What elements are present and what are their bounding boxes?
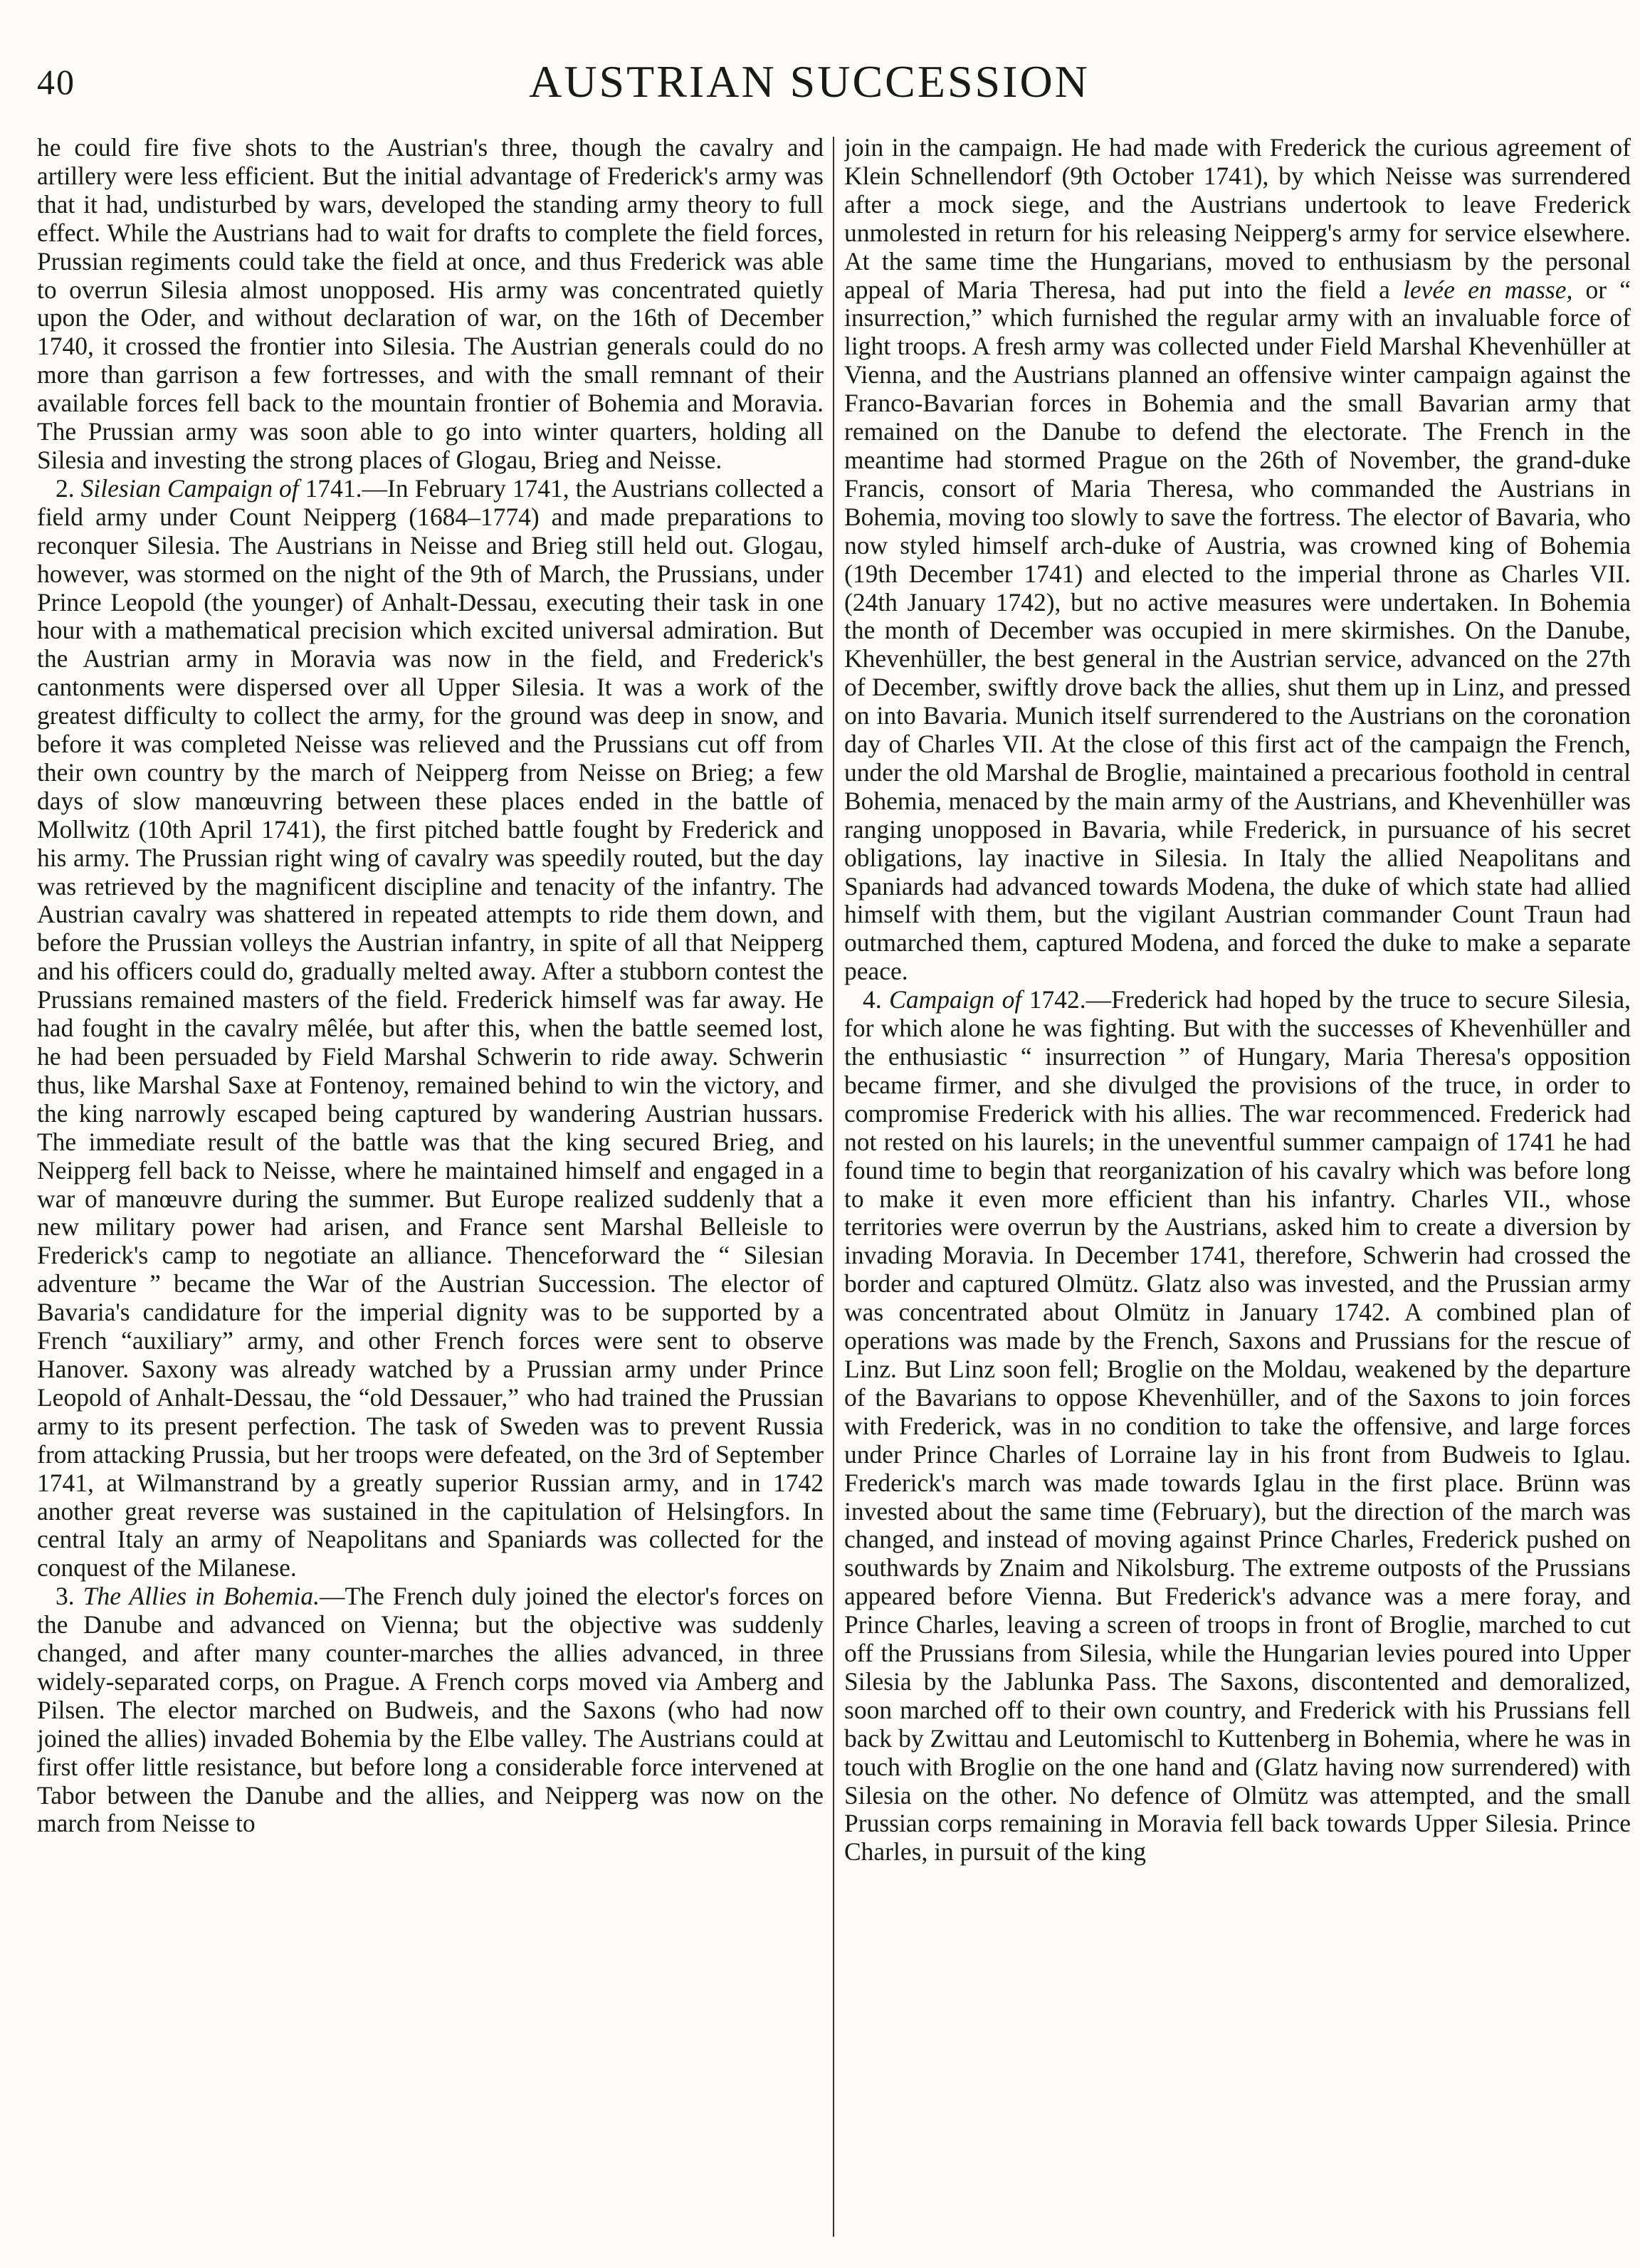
right-column [844, 134, 1631, 2252]
paragraph-continued-body-a: join in the campaign. He had made with Frederick the curious agreement of Klein Schnellendorf (9th October 1741), by which Neisse was surrendered after a mock siege, and the Austrians undertook to leave Frederick unmolested in return for his releasing Neipperg's army for service elsewhere. At the same time the Hungarians, moved to enthusiasm by the personal appeal of Maria Theresa, had put into the field a [844, 134, 1631, 304]
section-title: The Allies in Bohemia. [83, 1582, 320, 1611]
paragraph-3-body: —The French duly joined the elector's forces on the Danube and advanced on Vienna; but the objective was suddenly changed, and after many counter-marches the allies advanced, in three widely-separated corps, on Prague. A French corps moved via Amberg and Pilsen. The elector marched on Budweis, and the Saxons (who had now joined the allies) invaded Bohemia by the Elbe valley. The Austrians could at first offer little resistance, but before long a considerable force intervened at Tabor between the Danube and the allies, and Neipperg was now on the march from Neisse to [37, 1582, 824, 1838]
paragraph-1: he could fire five shots to the Austrian's three, though the cavalry and artillery were less efficient. But the initial advantage of Frederick's army was that it had, undisturbed by wars, developed the standing army theory to full effect. While the Austrians had to wait for drafts to complete the field forces, Prussian regiments could take the field at once, and thus Frederick was able to overrun Silesia almost unopposed. His army was concentrated quietly upon the Oder, and without declaration of war, on the 16th of December 1740, it crossed the frontier into Silesia. The Austrian generals could do no more than garrison a few fortresses, and with the small remnant of their available forces fell back to the mountain frontier of Bohemia and Moravia. The Prussian army was soon able to go into winter quarters, holding all Silesia and investing the strong places of Glogau, Brieg and Neisse. [37, 134, 824, 474]
running-title: AUSTRIAN SUCCESSION [529, 56, 1090, 107]
paragraph-continued [844, 134, 1631, 986]
page-header [37, 56, 1582, 120]
column-divider [833, 137, 834, 2237]
paragraph-4 [844, 986, 1631, 1867]
paragraph-3 [37, 1582, 824, 1838]
page-number: 40 [37, 62, 75, 102]
italic-phrase: levée en masse, [1403, 275, 1573, 304]
paragraph-2-body: —In February 1741, the Austrians collected a field army under Count Neipperg (1684–1774) and made preparations to reconquer Silesia. The Austrians in Neisse and Brieg still held out. Glogau, however, was stormed on the night of the 9th of March, the Prussians, under Prince Leopold (the younger) of Anhalt-Dessau, executing their task in one hour with a mathematical precision which excited universal admiration. But the Austrian army in Moravia was now in the field, and Frederick's cantonments were dispersed over all Upper Silesia. It was a work of the greatest difficulty to collect the army, for the ground was deep in snow, and before it was completed Neisse was relieved and the Prussians cut off from their own country by the march of Neipperg from Neisse on Brieg; a few days of slow manœuvring between these places ended in the battle of Mollwitz (10th April 1741), the first pitched battle fought by Frederick and his army. The Prussian right wing of cavalry was speedily routed, but the day was retrieved by the magnificent discipline and tenacity of the infantry. The Austrian cavalry was shattered in repeated attempts to ride them down, and before the Prussian volleys the Austrian infantry, in spite of all that Neipperg and his officers could do, gradually melted away. After a stubborn contest the Prussians remained masters of the field. Frederick himself was far away. He had fought in the cavalry mêlée, but after this, when the battle seemed lost, he had been persuaded by Field Marshal Schwerin to ride away. Schwerin thus, like Marshal Saxe at Fontenoy, remained behind to win the victory, and the king narrowly escaped being captured by wandering Austrian hussars. The immediate result of the battle was that the king secured Brieg, and Neipperg fell back to Neisse, where he maintained himself and engaged in a war of manœuvre during the summer. But Europe realized suddenly that a new military power had arisen, and France sent Marshal Belleisle to Frederick's camp to negotiate an alliance. Thenceforward the “ Silesian adventure ” became the War of the Austrian Succession. The elector of Bavaria's candidature for the imperial dignity was to be supported by a French “auxiliary” army, and other French forces were sent to observe Hanover. Saxony was already watched by a Prussian army under Prince Leopold of Anhalt-Dessau, the “old Dessauer,” who had trained the Prussian army to its present perfection. The task of Sweden was to prevent Russia from attacking Prussia, but her troops were defeated, on the 3rd of September 1741, at Wilmanstrand by a greatly superior Russian army, and in 1742 another great reverse was sustained in the capitulation of Helsingfors. In central Italy an army of Neapolitans and Spaniards was collected for the conquest of the Milanese. [37, 473, 824, 1582]
paragraph-2 [37, 475, 824, 1582]
section-year: 1741. [305, 473, 362, 503]
section-title: Campaign of [889, 985, 1022, 1014]
section-number: 4. [863, 985, 882, 1014]
paragraph-4-body: —Frederick had hoped by the truce to secure Silesia, for which alone he was fighting. But with the successes of Khevenhüller and the enthusiastic “ insurrection ” of Hungary, Maria Theresa's opposition became firmer, and she divulged the provisions of the truce, in order to compromise Frederick with his allies. The war recommenced. Frederick had not rested on his laurels; in the uneventful summer campaign of 1741 he had found time to begin that reorganization of his cavalry which was before long to make it even more efficient than his infantry. Charles VII., whose territories were overrun by the Austrians, asked him to create a diversion by invading Moravia. In December 1741, therefore, Schwerin had crossed the border and captured Olmütz. Glatz also was invested, and the Prussian army was concentrated about Olmütz in January 1742. A combined plan of operations was made by the French, Saxons and Prussians for the rescue of Linz. But Linz soon fell; Broglie on the Moldau, weakened by the departure of the Bavarians to oppose Khevenhüller, and of the Saxons to join forces with Frederick, was in no condition to take the offensive, and large forces under Prince Charles of Lorraine lay in his front from Budweis to Iglau. Frederick's march was made towards Iglau in the first place. Brünn was invested about the same time (February), but the direction of the march was changed, and instead of moving against Prince Charles, Frederick pushed on southwards by Znaim and Nikolsburg. The extreme outposts of the Prussians appeared before Vienna. But Frederick's advance was a mere foray, and Prince Charles, leaving a screen of troops in front of Broglie, marched to cut off the Prussians from Silesia, while the Hungarian levies poured into Upper Silesia by the Jablunka Pass. The Saxons, discontented and demoralized, soon marched off to their own country, and Frederick with his Prussians fell back by Zwittau and Leutomischl to Kuttenberg in Bohemia, where he was in touch with Broglie on the one hand and (Glatz having now surrendered) with Silesia on the other. No defence of Olmütz was attempted, and the small Prussian corps remaining in Moravia fell back towards Upper Silesia. Prince Charles, in pursuit of the king [844, 985, 1631, 1867]
left-column [37, 134, 824, 2252]
section-title: Silesian Campaign of [80, 473, 299, 503]
paragraph-continued-body-b: or “ insurrection,” which furnished the regular army with an invaluable force of light troops. A fresh army was collected under Field Marshal Khevenhüller at Vienna, and the Austrians planned an offensive winter campaign against the Franco-Bavarian forces in Bohemia and the small Bavarian army that remained on the Danube to defend the electorate. The French in the meantime had stormed Prague on the 26th of November, the grand-duke Francis, consort of Maria Theresa, who commanded the Austrians in Bohemia, moving too slowly to save the fortress. The elector of Bavaria, who now styled himself arch-duke of Austria, was crowned king of Bohemia (19th December 1741) and elected to the imperial throne as Charles VII. (24th January 1742), but no active measures were undertaken. In Bohemia the month of December was occupied in mere skirmishes. On the Danube, Khevenhüller, the best general in the Austrian service, advanced on the 27th of December, swiftly drove back the allies, shut them up in Linz, and pressed on into Bavaria. Munich itself surrendered to the Austrians on the coronation day of Charles VII. At the close of this first act of the campaign the French, under the old Marshal de Broglie, maintained a precarious foothold in central Bohemia, menaced by the main army of the Austrians, and Khevenhüller was ranging unopposed in Bavaria, while Frederick, in pursuance of his secret obligations, lay inactive in Silesia. In Italy the allied Neapolitans and Spaniards had advanced towards Modena, the duke of which state had allied himself with them, but the vigilant Austrian commander Count Traun had outmarched them, captured Modena, and forced the duke to make a separate peace. [844, 275, 1631, 986]
section-number: 3. [56, 1582, 75, 1611]
section-number: 2. [56, 473, 75, 503]
section-year: 1742. [1029, 985, 1086, 1014]
